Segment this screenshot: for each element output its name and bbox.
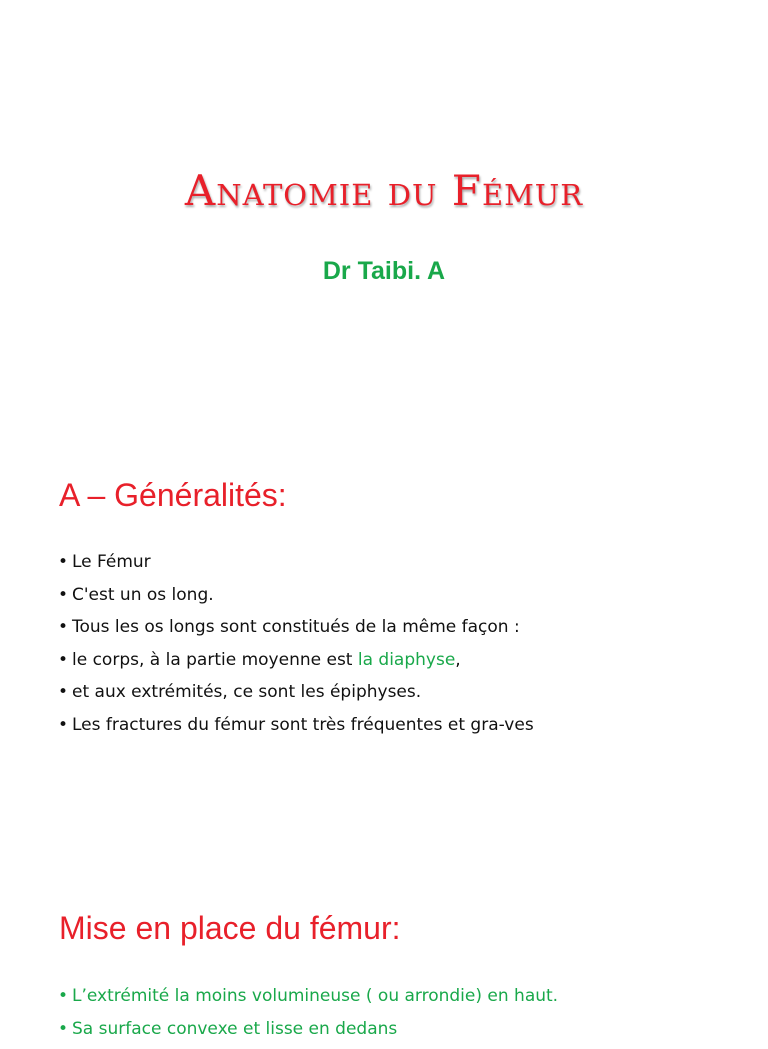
list-item bbox=[58, 615, 534, 648]
section-b-heading: Mise en place du fémur: bbox=[59, 910, 401, 946]
list-item-text: Le Fémur bbox=[72, 552, 151, 572]
list-item bbox=[58, 984, 558, 1017]
diaphyse-highlight: la diaphyse bbox=[357, 649, 456, 670]
list-item-text: Les fractures du fémur sont très fréquentes et gra-ves bbox=[72, 714, 534, 735]
list-item bbox=[58, 550, 534, 583]
bullet-marker: • bbox=[58, 714, 69, 735]
list-item bbox=[58, 713, 534, 746]
slide-title: Anatomie du Fémur bbox=[184, 166, 584, 215]
list-item-text: et aux extrémités, ce sont les épiphyses. bbox=[72, 682, 422, 703]
list-item bbox=[58, 680, 534, 713]
list-item-text-end: , bbox=[455, 649, 461, 670]
section-a-bullet-list bbox=[58, 550, 534, 746]
list-item-text: le corps, à la partie moyenne est bbox=[72, 649, 358, 670]
list-item-text: Sa surface convexe et lisse en dedans bbox=[72, 1018, 398, 1039]
list-item-text: L’extrémité la moins volumineuse ( ou arrondie) en haut. bbox=[72, 986, 559, 1006]
bullet-marker: • bbox=[58, 617, 69, 638]
list-item bbox=[58, 1017, 558, 1049]
bullet-marker: • bbox=[58, 552, 69, 572]
list-item bbox=[58, 583, 534, 616]
bullet-marker: • bbox=[58, 682, 69, 703]
bullet-marker: • bbox=[58, 649, 69, 670]
list-item-text: C'est un os long. bbox=[72, 584, 214, 605]
author-subtitle: Dr Taibi. A bbox=[322, 257, 446, 285]
list-item bbox=[58, 648, 534, 681]
bullet-marker: • bbox=[58, 584, 69, 605]
bullet-marker: • bbox=[58, 1018, 69, 1039]
bullet-marker: • bbox=[58, 986, 69, 1006]
section-b-bullet-list bbox=[58, 984, 558, 1049]
list-item-text: Tous les os longs sont constitués de la même façon : bbox=[72, 617, 520, 638]
section-a-heading: A – Généralités: bbox=[59, 477, 287, 513]
